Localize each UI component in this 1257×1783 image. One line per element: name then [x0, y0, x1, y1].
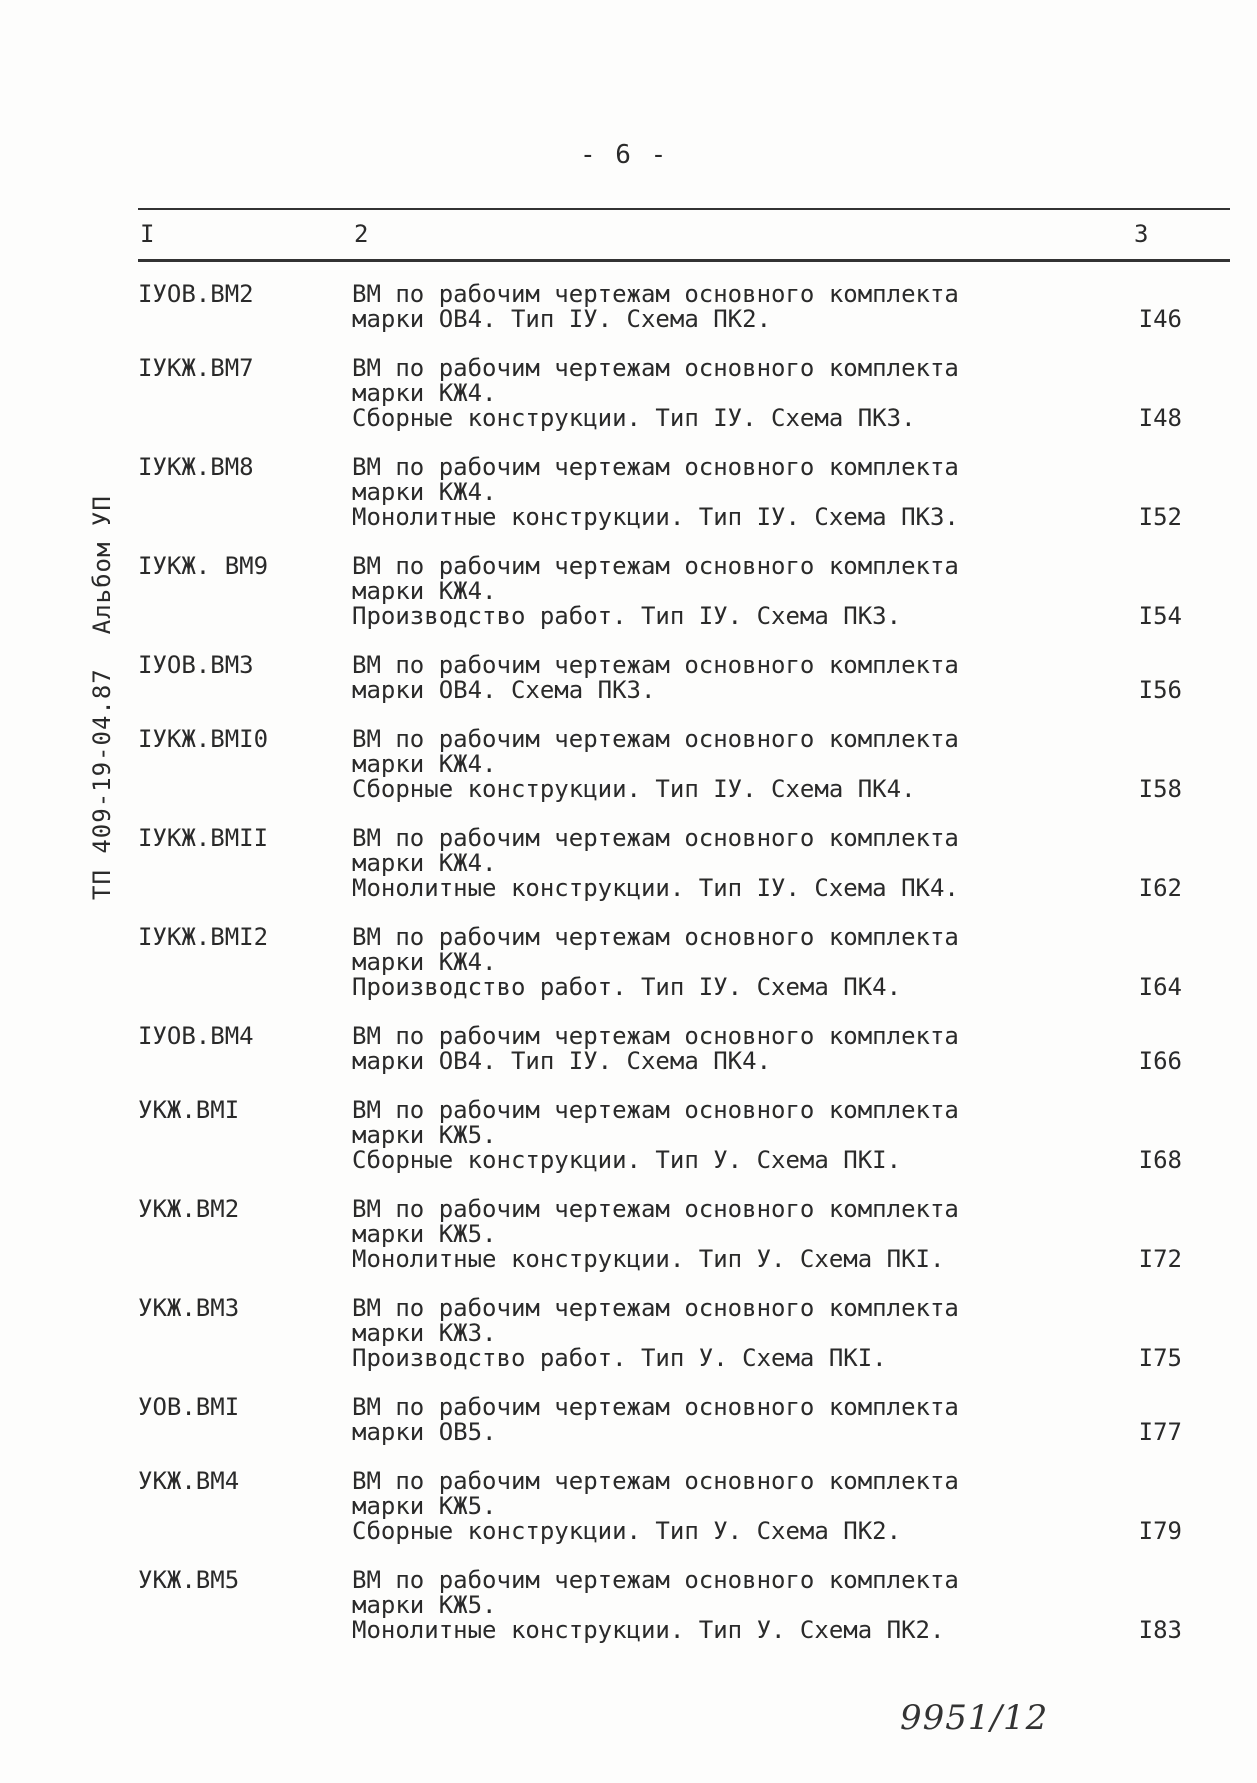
entry-description-line: марки КЖ3. [352, 1319, 497, 1347]
entry-code: IУОВ.ВМ3 [138, 651, 254, 679]
entry-code: IУОВ.ВМ4 [138, 1022, 254, 1050]
entry-description-line: марки КЖ4. [352, 849, 497, 877]
side-label-album: Альбом УП [88, 495, 116, 635]
entry-description-line: ВМ по рабочим чертежам основного комплекта [352, 280, 959, 308]
entry-description-line: ВМ по рабочим чертежам основного комплекта [352, 1096, 959, 1124]
entry-code: IУКЖ.ВМI2 [138, 923, 269, 951]
table-header-col1: I [140, 220, 155, 248]
entry-description-line: Производство работ. Тип IУ. Схема ПК4. [352, 973, 902, 1001]
entry-page: I79 [1138, 1517, 1182, 1545]
entry-page: I58 [1138, 775, 1182, 803]
entry-page: I66 [1138, 1047, 1182, 1075]
entry-description-line: ВМ по рабочим чертежам основного комплекта [352, 354, 959, 382]
entry-page: I46 [1138, 305, 1182, 333]
entry-page: I68 [1138, 1146, 1182, 1174]
table-row [138, 1098, 1198, 1173]
entry-description-line: Монолитные конструкции. Тип У. Схема ПКI. [352, 1245, 945, 1273]
entry-description-line: марки ОВ4. Схема ПК3. [352, 676, 656, 704]
entry-page: I72 [1138, 1245, 1182, 1273]
entry-page: I77 [1138, 1418, 1182, 1446]
entry-description-line: марки КЖ5. [352, 1220, 497, 1248]
entry-description-line: ВМ по рабочим чертежам основного комплекта [352, 1566, 959, 1594]
entry-page: I56 [1138, 676, 1182, 704]
table-row [138, 1197, 1198, 1272]
entry-description-line: ВМ по рабочим чертежам основного комплекта [352, 1393, 959, 1421]
entry-description-line: ВМ по рабочим чертежам основного комплекта [352, 923, 959, 951]
entry-code: УКЖ.ВМ2 [138, 1195, 240, 1223]
entry-description-line: ВМ по рабочим чертежам основного комплекта [352, 1294, 959, 1322]
entry-page: I62 [1138, 874, 1182, 902]
entry-code: УОВ.ВМI [138, 1393, 240, 1421]
entry-description-line: марки КЖ5. [352, 1492, 497, 1520]
entry-code: УКЖ.ВМI [138, 1096, 240, 1124]
table-row [138, 1024, 1198, 1074]
side-label [88, 461, 116, 900]
entry-description-line: марки КЖ5. [352, 1591, 497, 1619]
entry-description-line: Сборные конструкции. Тип IУ. Схема ПК4. [352, 775, 916, 803]
entry-description [352, 1098, 1052, 1173]
entry-description [352, 826, 1052, 901]
table-header-col3: 3 [1134, 220, 1149, 248]
table-row [138, 727, 1198, 802]
entry-description [352, 1395, 1052, 1445]
entry-description-line: ВМ по рабочим чертежам основного комплекта [352, 1022, 959, 1050]
entry-description [352, 554, 1052, 629]
table-row [138, 1469, 1198, 1544]
entry-description-line: Производство работ. Тип У. Схема ПКI. [352, 1344, 887, 1372]
page-number: - 6 - [580, 140, 669, 170]
entry-description-line: марки КЖ4. [352, 948, 497, 976]
entry-description-line: ВМ по рабочим чертежам основного комплекта [352, 1467, 959, 1495]
entry-description [352, 1024, 1052, 1074]
table-row [138, 925, 1198, 1000]
entry-page: I48 [1138, 404, 1182, 432]
table-row [138, 1395, 1198, 1445]
entry-description-line: марки ОВ4. Тип IУ. Схема ПК2. [352, 305, 772, 333]
table-row [138, 356, 1198, 431]
entry-code: IУКЖ.ВМI0 [138, 725, 269, 753]
side-label-document-code: ТП 409-19-04.87 [88, 668, 116, 900]
table-row [138, 554, 1198, 629]
entry-description-line: марки КЖ4. [352, 577, 497, 605]
entry-description [352, 356, 1052, 431]
table-row [138, 1296, 1198, 1371]
table-row [138, 826, 1198, 901]
entry-description-line: марки ОВ5. [352, 1418, 497, 1446]
table-row [138, 653, 1198, 703]
entry-description [352, 282, 1052, 332]
entry-description-line: ВМ по рабочим чертежам основного комплекта [352, 725, 959, 753]
entry-code: IУКЖ.ВМ8 [138, 453, 254, 481]
table-body [138, 282, 1198, 1667]
entry-description [352, 925, 1052, 1000]
entry-description-line: Сборные конструкции. Тип IУ. Схема ПК3. [352, 404, 916, 432]
entry-description-line: Сборные конструкции. Тип У. Схема ПК2. [352, 1517, 902, 1545]
entry-description-line: марки КЖ4. [352, 379, 497, 407]
entry-code: IУКЖ.ВМII [138, 824, 269, 852]
entry-description [352, 727, 1052, 802]
entry-description [352, 1469, 1052, 1544]
entry-description [352, 653, 1052, 703]
entry-description [352, 1296, 1052, 1371]
entry-description-line: ВМ по рабочим чертежам основного комплекта [352, 453, 959, 481]
handwritten-note: 9951/12 [900, 1698, 1049, 1738]
entry-code: УКЖ.ВМ3 [138, 1294, 240, 1322]
table-header-col2: 2 [354, 220, 369, 248]
entry-description-line: марки ОВ4. Тип IУ. Схема ПК4. [352, 1047, 772, 1075]
table-row [138, 282, 1198, 332]
table-row [138, 455, 1198, 530]
table-header-rule [138, 259, 1230, 262]
entry-description-line: ВМ по рабочим чертежам основного комплекта [352, 824, 959, 852]
entry-code: УКЖ.ВМ4 [138, 1467, 240, 1495]
entry-description [352, 1197, 1052, 1272]
entry-description-line: ВМ по рабочим чертежам основного комплекта [352, 1195, 959, 1223]
entry-description-line: Монолитные конструкции. Тип IУ. Схема ПК4. [352, 874, 959, 902]
entry-page: I75 [1138, 1344, 1182, 1372]
entry-code: IУКЖ. ВМ9 [138, 552, 269, 580]
entry-page: I52 [1138, 503, 1182, 531]
entry-code: IУОВ.ВМ2 [138, 280, 254, 308]
entry-page: I54 [1138, 602, 1182, 630]
entry-description-line: ВМ по рабочим чертежам основного комплекта [352, 552, 959, 580]
entry-description-line: Монолитные конструкции. Тип У. Схема ПК2. [352, 1616, 945, 1644]
entry-description [352, 455, 1052, 530]
entry-page: I83 [1138, 1616, 1182, 1644]
entry-description-line: марки КЖ4. [352, 750, 497, 778]
entry-description-line: Сборные конструкции. Тип У. Схема ПКI. [352, 1146, 902, 1174]
entry-description-line: Монолитные конструкции. Тип IУ. Схема ПК3. [352, 503, 959, 531]
table-row [138, 1568, 1198, 1643]
entry-description-line: Производство работ. Тип IУ. Схема ПК3. [352, 602, 902, 630]
entry-description-line: ВМ по рабочим чертежам основного комплекта [352, 651, 959, 679]
entry-description [352, 1568, 1052, 1643]
entry-code: IУКЖ.ВМ7 [138, 354, 254, 382]
entry-page: I64 [1138, 973, 1182, 1001]
entry-code: УКЖ.ВМ5 [138, 1566, 240, 1594]
table-top-rule [138, 208, 1230, 210]
entry-description-line: марки КЖ4. [352, 478, 497, 506]
entry-description-line: марки КЖ5. [352, 1121, 497, 1149]
